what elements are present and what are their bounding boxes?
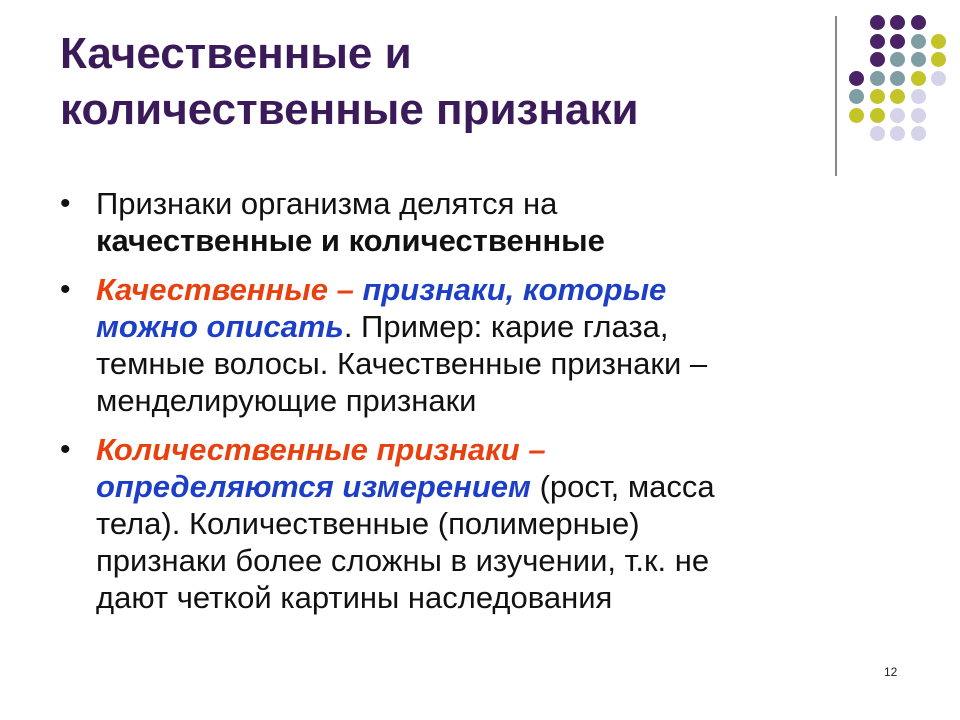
page-number: 12	[884, 665, 898, 679]
decorative-dot	[870, 89, 885, 104]
slide-body	[60, 185, 850, 628]
decorative-dot	[870, 71, 885, 86]
bullet-icon: •	[60, 433, 71, 466]
decorative-dot	[911, 71, 926, 86]
decorative-dot	[911, 89, 926, 104]
decorative-dot	[911, 108, 926, 123]
bullet-1-line-2: качественные и количественные	[96, 223, 605, 258]
bullet-3-line-2	[96, 468, 850, 505]
decorative-dot	[931, 34, 946, 49]
quantitative-definition: определяются измерением	[96, 469, 531, 504]
decorative-dot	[911, 126, 926, 141]
bullet-2-line-2	[96, 308, 850, 345]
decorative-dot	[890, 108, 905, 123]
decorative-dot	[890, 89, 905, 104]
decorative-dot	[931, 71, 946, 86]
decorative-dot	[911, 34, 926, 49]
decorative-dot	[890, 15, 905, 30]
decorative-dot	[890, 52, 905, 67]
bullet-item-1	[60, 185, 850, 259]
qualitative-definition-part-2: можно описать	[96, 309, 344, 344]
decorative-dot	[849, 71, 864, 86]
title-line-2: количественные признаки	[60, 85, 639, 134]
qualitative-example: . Пример: карие глаза,	[343, 309, 669, 344]
bullet-2-line-3: темные волосы. Качественные признаки –	[96, 346, 708, 381]
decorative-dot	[890, 126, 905, 141]
bullet-3-line-4: признаки более сложны в изучении, т.к. не	[96, 543, 710, 578]
quantitative-term: Количественные признаки –	[96, 432, 546, 467]
decorative-dot	[890, 71, 905, 86]
decorative-dot	[931, 52, 946, 67]
decorative-dot	[890, 34, 905, 49]
decorative-dot	[870, 15, 885, 30]
decorative-dot	[870, 126, 885, 141]
decorative-dot	[911, 15, 926, 30]
decorative-dot	[870, 52, 885, 67]
bullet-icon: •	[60, 273, 71, 306]
decorative-dot	[911, 52, 926, 67]
bullet-3-line-5: дают четкой картины наследования	[96, 580, 613, 615]
bullet-2-line-4: менделирующие признаки	[96, 383, 477, 418]
decorative-dot	[870, 34, 885, 49]
bullet-item-2	[60, 271, 850, 419]
qualitative-definition-part-1: признаки, которые	[362, 272, 667, 307]
decorative-divider	[835, 16, 837, 176]
decorative-dot	[870, 108, 885, 123]
quantitative-example: (рост, масса	[530, 469, 715, 504]
bullet-1-line-1: Признаки организма делятся на	[96, 186, 558, 221]
qualitative-term: Качественные –	[96, 272, 363, 307]
decorative-dot	[849, 89, 864, 104]
title-line-1: Качественные и	[60, 29, 412, 78]
bullet-icon: •	[60, 187, 71, 220]
slide-title	[60, 26, 800, 138]
decorative-dot	[849, 108, 864, 123]
bullet-3-line-3: тела). Количественные (полимерные)	[96, 506, 640, 541]
bullet-item-3	[60, 431, 850, 616]
bullet-2-line-1	[96, 271, 850, 308]
